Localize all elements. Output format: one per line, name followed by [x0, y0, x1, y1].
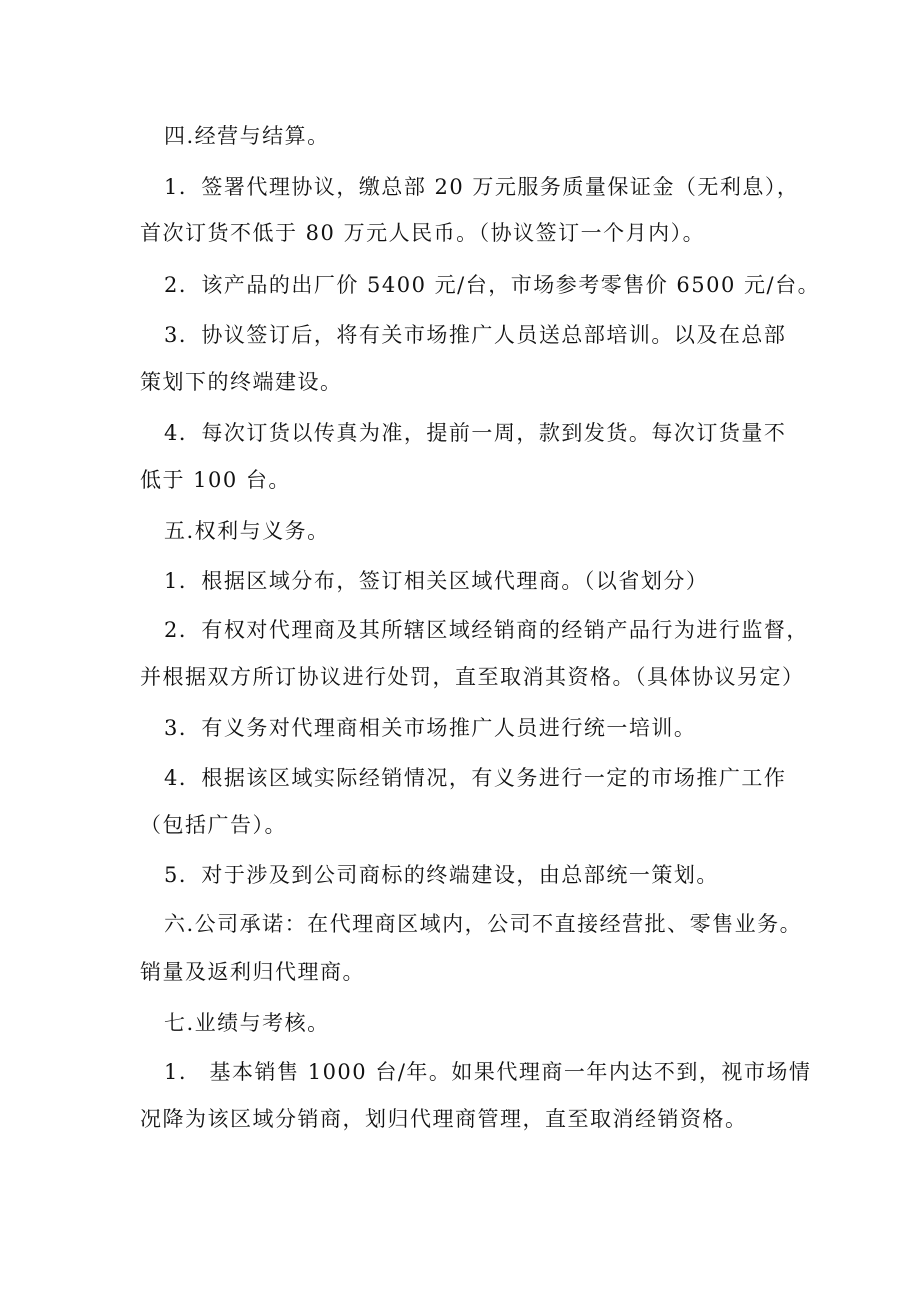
section-7-item-1-line-1: 1. 基本销售 1000 台/年。如果代理商一年内达不到，视市场情 — [164, 1060, 812, 1084]
section-5-item-3: 3．有义务对代理商相关市场推广人员进行统一培训。 — [164, 716, 697, 740]
section-6-line-1: 六.公司承诺：在代理商区域内，公司不直接经营批、零售业务。 — [164, 912, 803, 936]
section-4-heading: 四.经营与结算。 — [164, 124, 330, 148]
section-4-item-3-line-2: 策划下的终端建设。 — [140, 370, 343, 394]
section-5-item-4-line-2: （包括广告）。 — [140, 813, 287, 837]
section-5-heading: 五.权利与义务。 — [164, 519, 330, 543]
section-4-item-3-line-1: 3．协议签订后，将有关市场推广人员送总部培训。以及在总部 — [164, 323, 787, 347]
section-5-item-2-line-1: 2．有权对代理商及其所辖区域经销商的经销产品行为进行监督， — [164, 618, 809, 642]
section-5-item-1: 1．根据区域分布，签订相关区域代理商。（以省划分） — [164, 569, 709, 593]
section-5-item-2-line-2: 并根据双方所订协议进行处罚，直至取消其资格。（具体协议另定） — [140, 665, 805, 689]
section-7-item-1-line-2: 况降为该区域分销商，划归代理商管理，直至取消经销资格。 — [140, 1107, 748, 1131]
section-5-item-5: 5．对于涉及到公司商标的终端建设，由总部统一策划。 — [164, 863, 719, 887]
section-4-item-4-line-2: 低于 100 台。 — [140, 468, 291, 492]
section-4-item-4-line-1: 4．每次订货以传真为准，提前一周，款到发货。每次订货量不 — [164, 421, 787, 445]
section-7-heading: 七.业绩与考核。 — [164, 1011, 330, 1035]
section-4-item-2: 2．该产品的出厂价 5400 元/台，市场参考零售价 6500 元/台。 — [164, 273, 821, 297]
section-4-item-1-line-2: 首次订货不低于 80 万元人民币。（协议签订一个月内）。 — [140, 221, 706, 245]
section-4-item-1-line-1: 1．签署代理协议，缴总部 20 万元服务质量保证金（无利息）， — [164, 175, 800, 199]
section-6-line-2: 销量及返利归代理商。 — [140, 960, 365, 984]
section-5-item-4-line-1: 4．根据该区域实际经销情况，有义务进行一定的市场推广工作 — [164, 766, 787, 790]
